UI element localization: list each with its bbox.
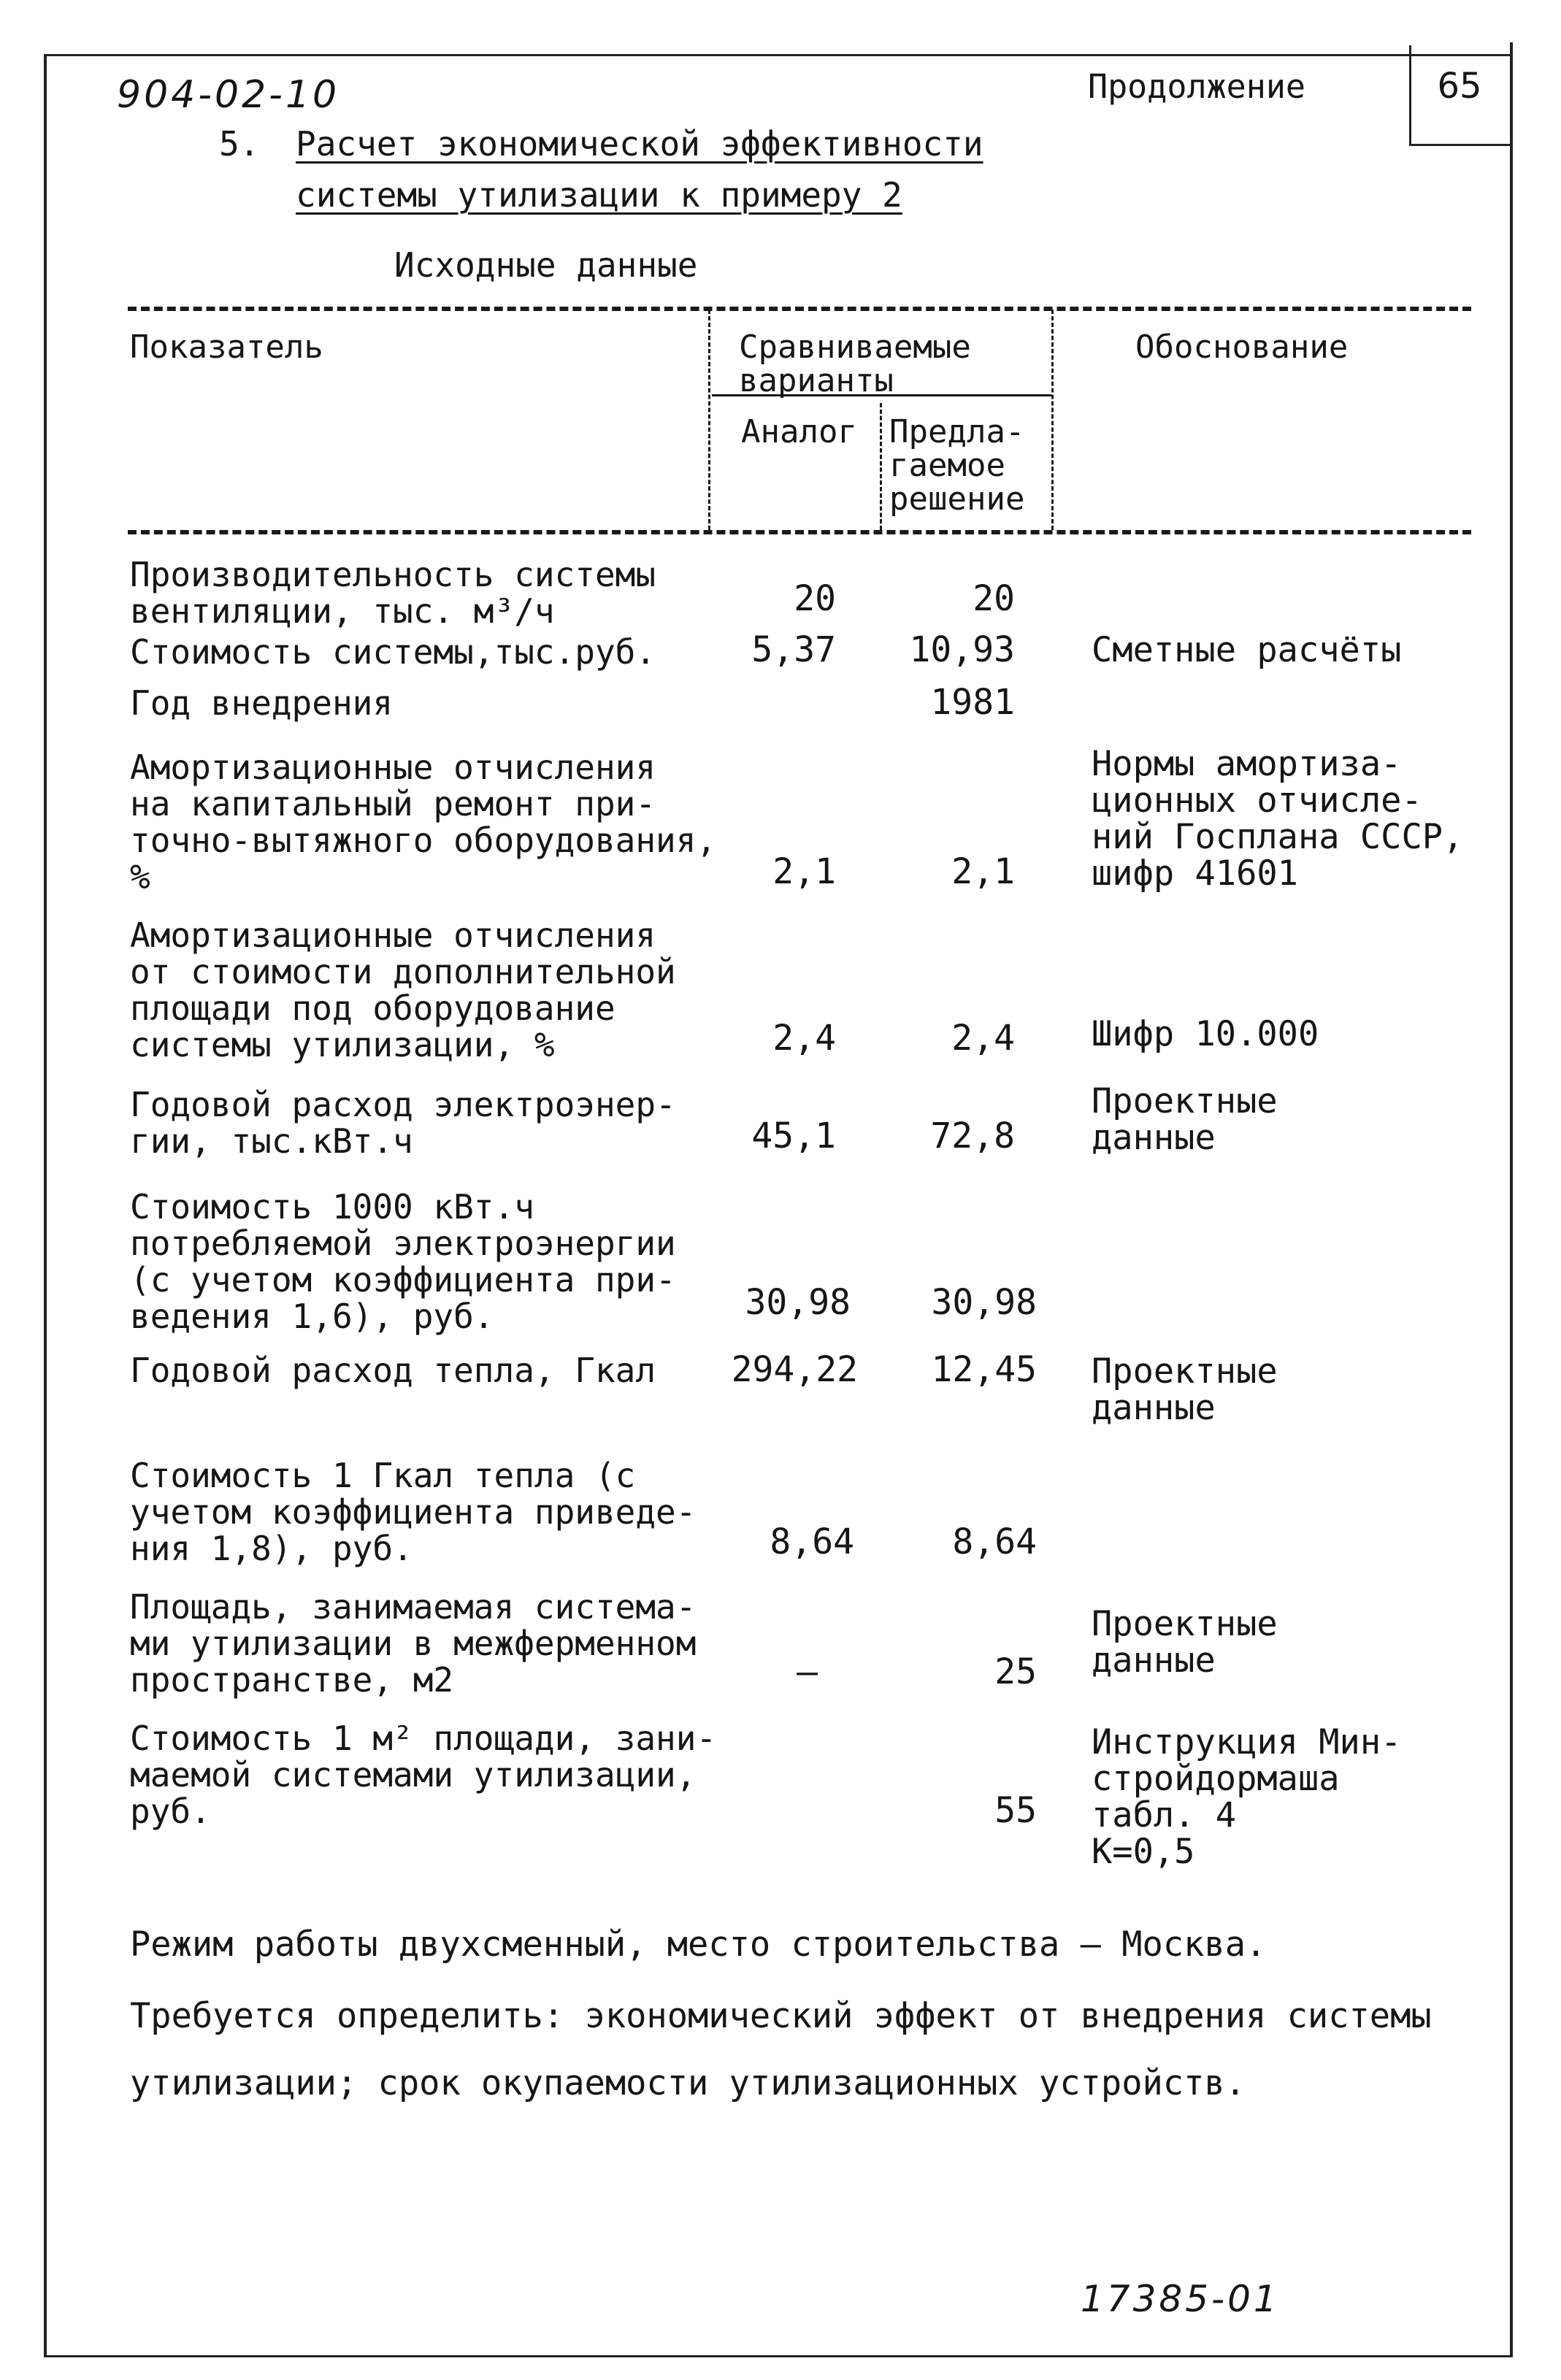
row-label: Годовой расход тепла, Гкал bbox=[130, 1351, 656, 1390]
row-basis: Проектные данные bbox=[1092, 1604, 1278, 1681]
row-basis: Шифр 10.000 bbox=[1092, 1014, 1319, 1054]
table-header-bottom-rule bbox=[128, 530, 1471, 534]
row-label: Годовой расход электроэнер- гии, тыс.кВт.ч bbox=[130, 1085, 676, 1161]
row-proposed-value: 10,93 bbox=[909, 629, 1015, 670]
frame-left-border bbox=[44, 54, 47, 2357]
column-header-proposed-line3: решение bbox=[889, 480, 1025, 518]
row-proposed-value: 55 bbox=[994, 1790, 1037, 1831]
row-label: Год внедрения bbox=[130, 683, 394, 723]
row-basis: Нормы амортиза- ционных отчисле- ний Госплана СССР, шифр 41601 bbox=[1092, 744, 1464, 894]
row-analog-value: – bbox=[797, 1651, 818, 1692]
task-text-line2: утилизации; срок окупаемости утилизационных устройств. bbox=[130, 2063, 1246, 2103]
row-analog-value: 20 bbox=[794, 578, 836, 619]
column-header-compared-line2: варианты bbox=[739, 362, 894, 399]
operating-mode-text: Режим работы двухсменный, место строительства – Москва. bbox=[130, 1924, 1267, 1965]
row-analog-value: 8,64 bbox=[770, 1521, 854, 1562]
column-divider-2 bbox=[880, 403, 882, 530]
row-proposed-value: 1981 bbox=[930, 682, 1015, 723]
row-proposed-value: 72,8 bbox=[930, 1116, 1015, 1156]
page-number: 65 bbox=[1437, 66, 1482, 107]
frame-top-border bbox=[44, 54, 1513, 56]
row-proposed-value: 25 bbox=[994, 1651, 1037, 1692]
row-analog-value: 45,1 bbox=[751, 1116, 836, 1156]
continuation-label: Продолжение bbox=[1088, 67, 1306, 106]
section-title-line1: Расчет экономической эффективности bbox=[296, 124, 983, 164]
frame-right-border bbox=[1510, 42, 1513, 2357]
column-header-indicator: Показатель bbox=[130, 329, 323, 366]
row-label: Площадь, занимаемая система- ми утилизации в межферменном пространстве, м2 bbox=[130, 1587, 697, 1700]
row-analog-value: 30,98 bbox=[745, 1282, 851, 1323]
row-basis: Проектные данные bbox=[1092, 1081, 1278, 1158]
section-number: 5. bbox=[219, 124, 260, 164]
frame-bottom-border bbox=[44, 2355, 1513, 2357]
row-analog-value: 5,37 bbox=[751, 629, 836, 670]
inventory-number: 17385-01 bbox=[1081, 2278, 1280, 2320]
column-header-analog: Аналог bbox=[741, 413, 857, 450]
section-title-line2: системы утилизации к примеру 2 bbox=[296, 175, 902, 215]
task-text-line1: Требуется определить: экономический эффект от внедрения системы bbox=[130, 1996, 1432, 2036]
row-label: Стоимость системы,тыс.руб. bbox=[130, 632, 656, 672]
row-label: Амортизационные отчисления на капитальный ремонт при- точно-вытяжного оборудования, % bbox=[130, 748, 717, 897]
row-label: Стоимость 1 Гкал тепла (с учетом коэффициента приведе- ния 1,8), руб. bbox=[130, 1456, 697, 1568]
row-label: Стоимость 1000 кВт.ч потребляемой электроэнергии (с учетом коэффициента при- ведения 1,6), руб. bbox=[130, 1187, 676, 1336]
row-analog-value: 294,22 bbox=[731, 1349, 858, 1390]
document-code: 904-02-10 bbox=[117, 73, 340, 117]
row-proposed-value: 2,4 bbox=[951, 1018, 1015, 1059]
row-label: Производительность системы вентиляции, тыс. м³/ч bbox=[130, 555, 656, 631]
row-analog-value: 2,1 bbox=[772, 851, 836, 892]
column-divider-3 bbox=[1051, 310, 1054, 530]
column-header-compared-line1: Сравниваемые bbox=[739, 329, 971, 366]
section-subtitle: Исходные данные bbox=[394, 245, 698, 285]
column-header-proposed-line2: гаемое bbox=[889, 447, 1005, 484]
column-header-basis: Обоснование bbox=[1135, 329, 1349, 366]
row-analog-value: 2,4 bbox=[772, 1018, 836, 1059]
row-proposed-value: 20 bbox=[973, 578, 1015, 619]
row-label: Амортизационные отчисления от стоимости дополнительной площади под оборудование системы утилизации, % bbox=[130, 915, 676, 1064]
row-proposed-value: 30,98 bbox=[931, 1282, 1037, 1323]
row-label: Стоимость 1 м² площади, зани- маемой системами утилизации, руб. bbox=[130, 1719, 717, 1831]
table-top-rule bbox=[128, 307, 1471, 311]
column-divider-1 bbox=[708, 310, 710, 530]
row-basis: Проектные данные bbox=[1092, 1351, 1278, 1428]
row-proposed-value: 8,64 bbox=[952, 1521, 1037, 1562]
row-proposed-value: 12,45 bbox=[931, 1349, 1037, 1390]
row-proposed-value: 2,1 bbox=[951, 851, 1015, 892]
row-basis: Инструкция Мин- стройдормаша табл. 4 К=0,5 bbox=[1092, 1722, 1402, 1872]
column-header-proposed-line1: Предла- bbox=[889, 413, 1025, 450]
row-basis: Сметные расчёты bbox=[1092, 630, 1402, 670]
